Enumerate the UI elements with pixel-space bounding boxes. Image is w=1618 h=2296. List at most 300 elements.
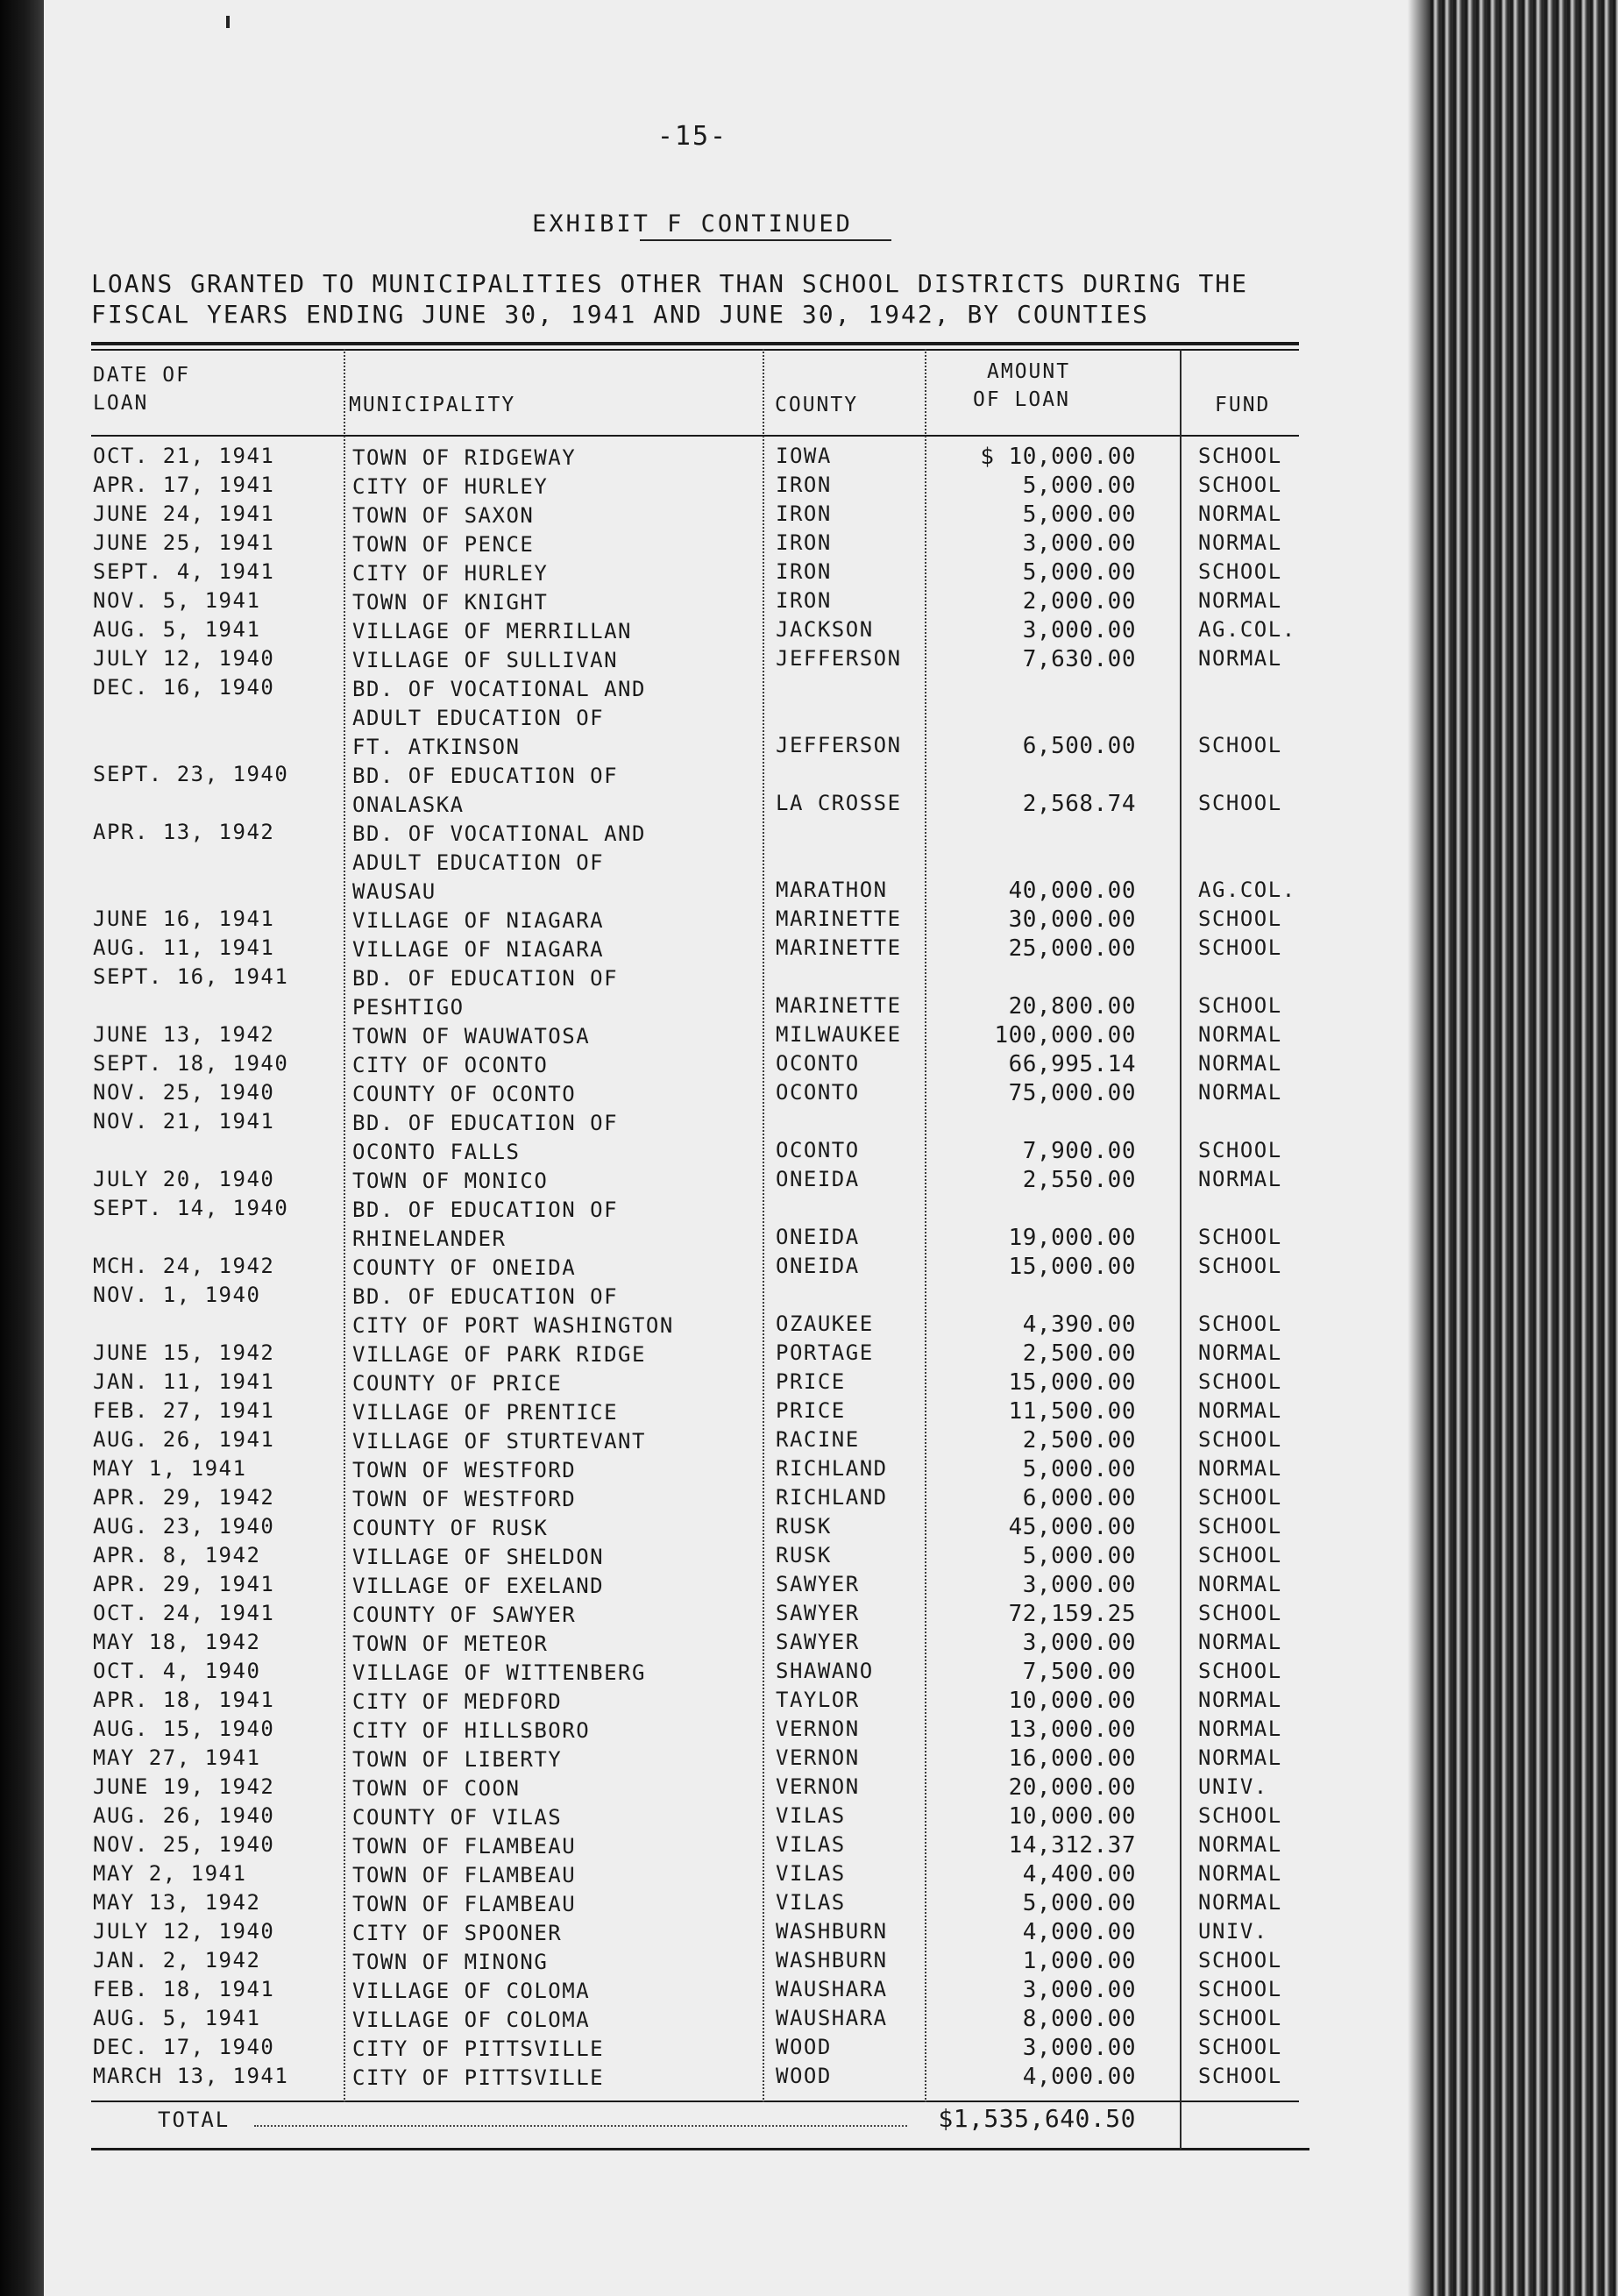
municipality-line: CITY OF PITTSVILLE (352, 2065, 605, 2090)
header-date-line-2: LOAN (93, 392, 149, 415)
fund: SCHOOL (1198, 1514, 1282, 1539)
loan-date: OCT. 21, 1941 (93, 444, 275, 468)
loan-date: NOV. 1, 1940 (93, 1283, 261, 1307)
municipality (352, 1601, 764, 1630)
loan-date: JAN. 11, 1941 (93, 1369, 275, 1394)
municipality (352, 1890, 764, 1919)
loan-date: AUG. 26, 1941 (93, 1427, 275, 1452)
loan-date: APR. 8, 1942 (93, 1543, 261, 1567)
municipality (352, 1948, 764, 1977)
loan-amount: 3,000.00 (1022, 1630, 1136, 1656)
municipality (352, 1572, 764, 1601)
county: RICHLAND (776, 1456, 888, 1481)
loan-amount: 8,000.00 (1022, 2006, 1136, 2032)
municipality (352, 1832, 764, 1861)
fund: NORMAL (1198, 1890, 1282, 1915)
fund: NORMAL (1198, 530, 1282, 555)
loan-date: AUG. 5, 1941 (93, 2006, 261, 2030)
municipality-line: COUNTY OF VILAS (352, 1805, 563, 1830)
municipality (352, 1717, 764, 1745)
municipality-line: BD. OF VOCATIONAL AND (352, 821, 646, 846)
fund: SCHOOL (1198, 2035, 1282, 2059)
loan-amount: 3,000.00 (1022, 1977, 1136, 2003)
county: LA CROSSE (776, 791, 902, 815)
loan-date: FEB. 18, 1941 (93, 1977, 275, 2001)
loan-amount: 3,000.00 (1022, 617, 1136, 643)
municipality (352, 2035, 764, 2064)
county: OCONTO (776, 1080, 860, 1105)
loan-amount: 1,000.00 (1022, 1948, 1136, 1974)
county: ONEIDA (776, 1225, 860, 1249)
fund: NORMAL (1198, 501, 1282, 526)
county: MILWAUKEE (776, 1022, 902, 1047)
loan-amount: 11,500.00 (1008, 1398, 1136, 1425)
loan-date: SEPT. 14, 1940 (93, 1196, 289, 1220)
municipality-line: BD. OF VOCATIONAL AND (352, 677, 646, 701)
fund: SCHOOL (1198, 733, 1282, 757)
county: JEFFERSON (776, 733, 902, 757)
fund: SCHOOL (1198, 1543, 1282, 1567)
fund: NORMAL (1198, 1456, 1282, 1481)
municipality (352, 1022, 764, 1051)
loan-amount: 15,000.00 (1008, 1254, 1136, 1280)
loan-amount: 40,000.00 (1008, 878, 1136, 904)
loan-amount: 4,390.00 (1022, 1311, 1136, 1338)
municipality (352, 473, 764, 501)
total-leader-dots (254, 2125, 907, 2127)
county: WASHBURN (776, 1919, 888, 1944)
county: PRICE (776, 1369, 846, 1394)
fund: NORMAL (1198, 1398, 1282, 1423)
municipality (352, 444, 764, 473)
loan-amount: 5,000.00 (1022, 1543, 1136, 1569)
municipality-line: TOWN OF METEOR (352, 1631, 549, 1656)
fund: SCHOOL (1198, 791, 1282, 815)
municipality (352, 1861, 764, 1890)
county: SAWYER (776, 1601, 860, 1625)
loan-date: APR. 29, 1942 (93, 1485, 275, 1510)
county: VILAS (776, 1861, 846, 1886)
municipality-line: TOWN OF WESTFORD (352, 1458, 577, 1482)
loan-date: APR. 13, 1942 (93, 820, 275, 844)
municipality-line: TOWN OF FLAMBEAU (352, 1863, 577, 1887)
fund: SCHOOL (1198, 935, 1282, 960)
county: RACINE (776, 1427, 860, 1452)
county: IRON (776, 473, 832, 497)
loan-amount: 14,312.37 (1008, 1832, 1136, 1859)
loan-date: NOV. 21, 1941 (93, 1109, 275, 1134)
loan-amount: 30,000.00 (1008, 906, 1136, 933)
loan-date: APR. 29, 1941 (93, 1572, 275, 1596)
municipality (352, 1456, 764, 1485)
fund: SCHOOL (1198, 559, 1282, 584)
municipality-line: COUNTY OF RUSK (352, 1516, 549, 1540)
fund: SCHOOL (1198, 1427, 1282, 1452)
loan-date: JUNE 25, 1941 (93, 530, 275, 555)
municipality (352, 1774, 764, 1803)
county: RICHLAND (776, 1485, 888, 1510)
municipality (352, 935, 764, 964)
loan-date: NOV. 25, 1940 (93, 1080, 275, 1105)
county: SAWYER (776, 1630, 860, 1654)
fund: SCHOOL (1198, 1485, 1282, 1510)
loan-amount: 2,500.00 (1022, 1427, 1136, 1454)
loan-amount: 6,500.00 (1022, 733, 1136, 759)
municipality-line: TOWN OF COON (352, 1776, 521, 1801)
municipality-line: RHINELANDER (352, 1226, 507, 1251)
municipality (352, 762, 764, 820)
loan-date: MCH. 24, 1942 (93, 1254, 275, 1278)
municipality (352, 1369, 764, 1398)
loan-amount: 7,900.00 (1022, 1138, 1136, 1164)
loan-amount: 4,400.00 (1022, 1861, 1136, 1887)
header-amount (973, 358, 1070, 414)
municipality-line: VILLAGE OF COLOMA (352, 2008, 591, 2032)
municipality-line: TOWN OF FLAMBEAU (352, 1834, 577, 1859)
municipality (352, 1427, 764, 1456)
loan-date: MARCH 13, 1941 (93, 2064, 289, 2088)
total-amount: $1,535,640.50 (938, 2104, 1136, 2133)
loan-amount: 5,000.00 (1022, 1890, 1136, 1916)
municipality-line: CITY OF OCONTO (352, 1053, 549, 1077)
fund: SCHOOL (1198, 906, 1282, 931)
loan-amount: 4,000.00 (1022, 2064, 1136, 2090)
loan-date: JUNE 15, 1942 (93, 1340, 275, 1365)
municipality-line: TOWN OF LIBERTY (352, 1747, 563, 1772)
municipality-line: TOWN OF KNIGHT (352, 590, 549, 615)
header-date (93, 361, 190, 417)
municipality-line: CITY OF PITTSVILLE (352, 2037, 605, 2061)
county: SAWYER (776, 1572, 860, 1596)
fund: SCHOOL (1198, 1138, 1282, 1162)
municipality-line: BD. OF EDUCATION OF (352, 1284, 619, 1309)
municipality-line: OCONTO FALLS (352, 1140, 521, 1164)
county: MARINETTE (776, 935, 902, 960)
county: VERNON (776, 1774, 860, 1799)
loan-amount: 5,000.00 (1022, 473, 1136, 499)
loan-amount: 72,159.25 (1008, 1601, 1136, 1627)
loan-date: JULY 20, 1940 (93, 1167, 275, 1191)
fund: NORMAL (1198, 1572, 1282, 1596)
fund: SCHOOL (1198, 1369, 1282, 1394)
loan-amount: 3,000.00 (1022, 2035, 1136, 2061)
loan-amount: 3,000.00 (1022, 530, 1136, 557)
municipality (352, 1977, 764, 2006)
county: MARINETTE (776, 993, 902, 1018)
county: IOWA (776, 444, 832, 468)
municipality-line: BD. OF EDUCATION OF (352, 1198, 619, 1222)
fund: SCHOOL (1198, 1311, 1282, 1336)
loan-amount: 7,500.00 (1022, 1659, 1136, 1685)
header-date-line-1: DATE OF (93, 364, 190, 387)
municipality-line: CITY OF SPOONER (352, 1921, 563, 1945)
county: PRICE (776, 1398, 846, 1423)
loan-date: FEB. 27, 1941 (93, 1398, 275, 1423)
municipality-line: BD. OF EDUCATION OF (352, 764, 619, 788)
fund: SCHOOL (1198, 1948, 1282, 1973)
municipality (352, 646, 764, 675)
county: VILAS (776, 1803, 846, 1828)
municipality (352, 1745, 764, 1774)
county: RUSK (776, 1514, 832, 1539)
municipality-line: COUNTY OF ONEIDA (352, 1255, 577, 1280)
municipality (352, 1688, 764, 1717)
loan-date: MAY 27, 1941 (93, 1745, 261, 1770)
county: OZAUKEE (776, 1311, 874, 1336)
fund: NORMAL (1198, 1167, 1282, 1191)
municipality-line: TOWN OF RIDGEWAY (352, 445, 577, 470)
county: WAUSHARA (776, 1977, 888, 2001)
municipality (352, 1398, 764, 1427)
county: VERNON (776, 1745, 860, 1770)
municipality-line: COUNTY OF PRICE (352, 1371, 563, 1396)
municipality (352, 1485, 764, 1514)
title-underline (640, 239, 891, 241)
municipality (352, 906, 764, 935)
fund: UNIV. (1198, 1919, 1268, 1944)
municipality-line: PESHTIGO (352, 995, 465, 1020)
county: WASHBURN (776, 1948, 888, 1973)
county: VERNON (776, 1717, 860, 1741)
municipality-line: VILLAGE OF NIAGARA (352, 908, 605, 933)
loan-amount: 2,550.00 (1022, 1167, 1136, 1193)
county: WOOD (776, 2064, 832, 2088)
loan-date: NOV. 25, 1940 (93, 1832, 275, 1857)
municipality (352, 1514, 764, 1543)
loan-amount: 10,000.00 (1008, 1803, 1136, 1830)
header-amount-line-1: AMOUNT (987, 360, 1071, 383)
county: JEFFERSON (776, 646, 902, 671)
left-page-edge (0, 0, 44, 2296)
municipality-line: WAUSAU (352, 879, 436, 904)
municipality (352, 559, 764, 588)
loan-date: SEPT. 4, 1941 (93, 559, 275, 584)
loan-amount: 2,568.74 (1022, 791, 1136, 817)
loan-amount: 100,000.00 (994, 1022, 1136, 1048)
fund: NORMAL (1198, 1745, 1282, 1770)
loan-date: NOV. 5, 1941 (93, 588, 261, 613)
fund: UNIV. (1198, 1774, 1268, 1799)
loan-amount: 20,000.00 (1008, 1774, 1136, 1801)
loan-date: MAY 13, 1942 (93, 1890, 261, 1915)
municipality-line: CITY OF PORT WASHINGTON (352, 1313, 674, 1338)
municipality-line: CITY OF HURLEY (352, 474, 549, 499)
fund: NORMAL (1198, 1022, 1282, 1047)
book-page-edges (1430, 0, 1618, 2296)
scan-mark (226, 16, 230, 28)
municipality-line: TOWN OF WESTFORD (352, 1487, 577, 1511)
municipality (352, 1803, 764, 1832)
municipality-line: VILLAGE OF NIAGARA (352, 937, 605, 962)
loan-amount: 19,000.00 (1008, 1225, 1136, 1251)
municipality (352, 1254, 764, 1283)
fund: SCHOOL (1198, 444, 1282, 468)
loan-date: AUG. 5, 1941 (93, 617, 261, 642)
loan-date: JUNE 13, 1942 (93, 1022, 275, 1047)
loan-date: DEC. 17, 1940 (93, 2035, 275, 2059)
header-amount-line-2: OF LOAN (973, 388, 1070, 411)
municipality (352, 1283, 764, 1340)
table-top-rule-2 (91, 349, 1299, 351)
intro-line-1: LOANS GRANTED TO MUNICIPALITIES OTHER THAN SCHOOL DISTRICTS DURING THE (91, 269, 1249, 298)
fund: AG.COL. (1198, 617, 1296, 642)
municipality (352, 1109, 764, 1167)
loan-amount: 13,000.00 (1008, 1717, 1136, 1743)
loan-date: JULY 12, 1940 (93, 1919, 275, 1944)
fund: NORMAL (1198, 1717, 1282, 1741)
total-label: TOTAL (158, 2108, 231, 2132)
municipality-line: TOWN OF PENCE (352, 532, 535, 557)
county: SHAWANO (776, 1659, 874, 1683)
fund: NORMAL (1198, 1861, 1282, 1886)
fund: SCHOOL (1198, 1601, 1282, 1625)
loan-date: MAY 2, 1941 (93, 1861, 247, 1886)
loan-date: OCT. 24, 1941 (93, 1601, 275, 1625)
header-municipality: MUNICIPALITY (349, 394, 516, 416)
loan-amount: 16,000.00 (1008, 1745, 1136, 1772)
table-bottom-rule (91, 2148, 1309, 2150)
county: IRON (776, 501, 832, 526)
municipality-line: VILLAGE OF PARK RIDGE (352, 1342, 646, 1367)
county: OCONTO (776, 1051, 860, 1076)
fund: SCHOOL (1198, 1977, 1282, 2001)
municipality (352, 617, 764, 646)
municipality (352, 1167, 764, 1196)
page-number: -15- (656, 121, 728, 152)
loan-amount: 45,000.00 (1008, 1514, 1136, 1540)
county: TAYLOR (776, 1688, 860, 1712)
loan-amount: $ 10,000.00 (980, 444, 1136, 470)
table-top-rule (91, 342, 1299, 345)
municipality (352, 530, 764, 559)
county: PORTAGE (776, 1340, 874, 1365)
municipality (352, 1659, 764, 1688)
fund: NORMAL (1198, 1080, 1282, 1105)
fund: NORMAL (1198, 588, 1282, 613)
municipality-line: TOWN OF MONICO (352, 1169, 549, 1193)
county: ONEIDA (776, 1254, 860, 1278)
loan-amount: 10,000.00 (1008, 1688, 1136, 1714)
municipality-line: TOWN OF FLAMBEAU (352, 1892, 577, 1916)
intro-line-2: FISCAL YEARS ENDING JUNE 30, 1941 AND JUNE 30, 1942, BY COUNTIES (91, 300, 1149, 329)
county: VILAS (776, 1832, 846, 1857)
loan-amount: 5,000.00 (1022, 559, 1136, 586)
municipality (352, 1080, 764, 1109)
municipality-line: CITY OF HILLSBORO (352, 1718, 591, 1743)
column-divider-amount (1180, 349, 1182, 2150)
loan-date: JAN. 2, 1942 (93, 1948, 261, 1973)
municipality-line: COUNTY OF SAWYER (352, 1603, 577, 1627)
county: JACKSON (776, 617, 874, 642)
municipality (352, 501, 764, 530)
exhibit-title-text: EXHIBIT F CONTINUED (532, 210, 853, 238)
fund: NORMAL (1198, 1051, 1282, 1076)
fund: SCHOOL (1198, 2006, 1282, 2030)
loan-amount: 75,000.00 (1008, 1080, 1136, 1106)
total-top-rule (91, 2101, 1299, 2102)
fund: NORMAL (1198, 1340, 1282, 1365)
municipality (352, 820, 764, 906)
municipality-line: VILLAGE OF SULLIVAN (352, 648, 619, 672)
municipality-line: COUNTY OF OCONTO (352, 1082, 577, 1106)
loan-amount: 2,000.00 (1022, 588, 1136, 615)
loan-date: APR. 17, 1941 (93, 473, 275, 497)
loan-date: AUG. 23, 1940 (93, 1514, 275, 1539)
fund: NORMAL (1198, 1832, 1282, 1857)
loan-date: OCT. 4, 1940 (93, 1659, 261, 1683)
county: MARINETTE (776, 906, 902, 931)
fund: NORMAL (1198, 1630, 1282, 1654)
municipality-line: ADULT EDUCATION OF (352, 850, 605, 875)
county: ONEIDA (776, 1167, 860, 1191)
county: IRON (776, 530, 832, 555)
loan-date: AUG. 11, 1941 (93, 935, 275, 960)
fund: NORMAL (1198, 646, 1282, 671)
loan-date: AUG. 26, 1940 (93, 1803, 275, 1828)
municipality-line: ADULT EDUCATION OF (352, 706, 605, 730)
loan-date: DEC. 16, 1940 (93, 675, 275, 700)
loan-date: AUG. 15, 1940 (93, 1717, 275, 1741)
fund: SCHOOL (1198, 1659, 1282, 1683)
loan-amount: 25,000.00 (1008, 935, 1136, 962)
fund: SCHOOL (1198, 1254, 1282, 1278)
municipality (352, 1051, 764, 1080)
loan-date: JULY 12, 1940 (93, 646, 275, 671)
fund: AG.COL. (1198, 878, 1296, 902)
loan-amount: 15,000.00 (1008, 1369, 1136, 1396)
municipality-line: VILLAGE OF MERRILLAN (352, 619, 632, 643)
loan-amount: 7,630.00 (1022, 646, 1136, 672)
loan-date: APR. 18, 1941 (93, 1688, 275, 1712)
municipality (352, 1919, 764, 1948)
loan-amount: 2,500.00 (1022, 1340, 1136, 1367)
municipality (352, 1630, 764, 1659)
loan-amount: 66,995.14 (1008, 1051, 1136, 1077)
header-bottom-rule (91, 435, 1299, 437)
municipality-line: VILLAGE OF SHELDON (352, 1545, 605, 1569)
municipality-line: VILLAGE OF WITTENBERG (352, 1660, 646, 1685)
municipality (352, 1543, 764, 1572)
municipality (352, 675, 764, 762)
fund: SCHOOL (1198, 2064, 1282, 2088)
loan-amount: 5,000.00 (1022, 1456, 1136, 1482)
county: OCONTO (776, 1138, 860, 1162)
municipality-line: VILLAGE OF STURTEVANT (352, 1429, 646, 1454)
municipality-line: ONALASKA (352, 793, 465, 817)
county: IRON (776, 588, 832, 613)
loan-amount: 6,000.00 (1022, 1485, 1136, 1511)
fund: SCHOOL (1198, 1225, 1282, 1249)
municipality-line: TOWN OF WAUWATOSA (352, 1024, 591, 1048)
loan-date: JUNE 16, 1941 (93, 906, 275, 931)
municipality-line: TOWN OF MINONG (352, 1950, 549, 1974)
fund: SCHOOL (1198, 473, 1282, 497)
municipality-line: VILLAGE OF EXELAND (352, 1574, 605, 1598)
municipality (352, 588, 764, 617)
municipality (352, 2064, 764, 2093)
county: VILAS (776, 1890, 846, 1915)
municipality (352, 1196, 764, 1254)
municipality (352, 2006, 764, 2035)
fund: SCHOOL (1198, 1803, 1282, 1828)
municipality (352, 964, 764, 1022)
fund: SCHOOL (1198, 993, 1282, 1018)
loan-date: MAY 18, 1942 (93, 1630, 261, 1654)
municipality-line: FT. ATKINSON (352, 735, 521, 759)
header-county: COUNTY (775, 394, 859, 416)
county: IRON (776, 559, 832, 584)
municipality-line: CITY OF MEDFORD (352, 1689, 563, 1714)
